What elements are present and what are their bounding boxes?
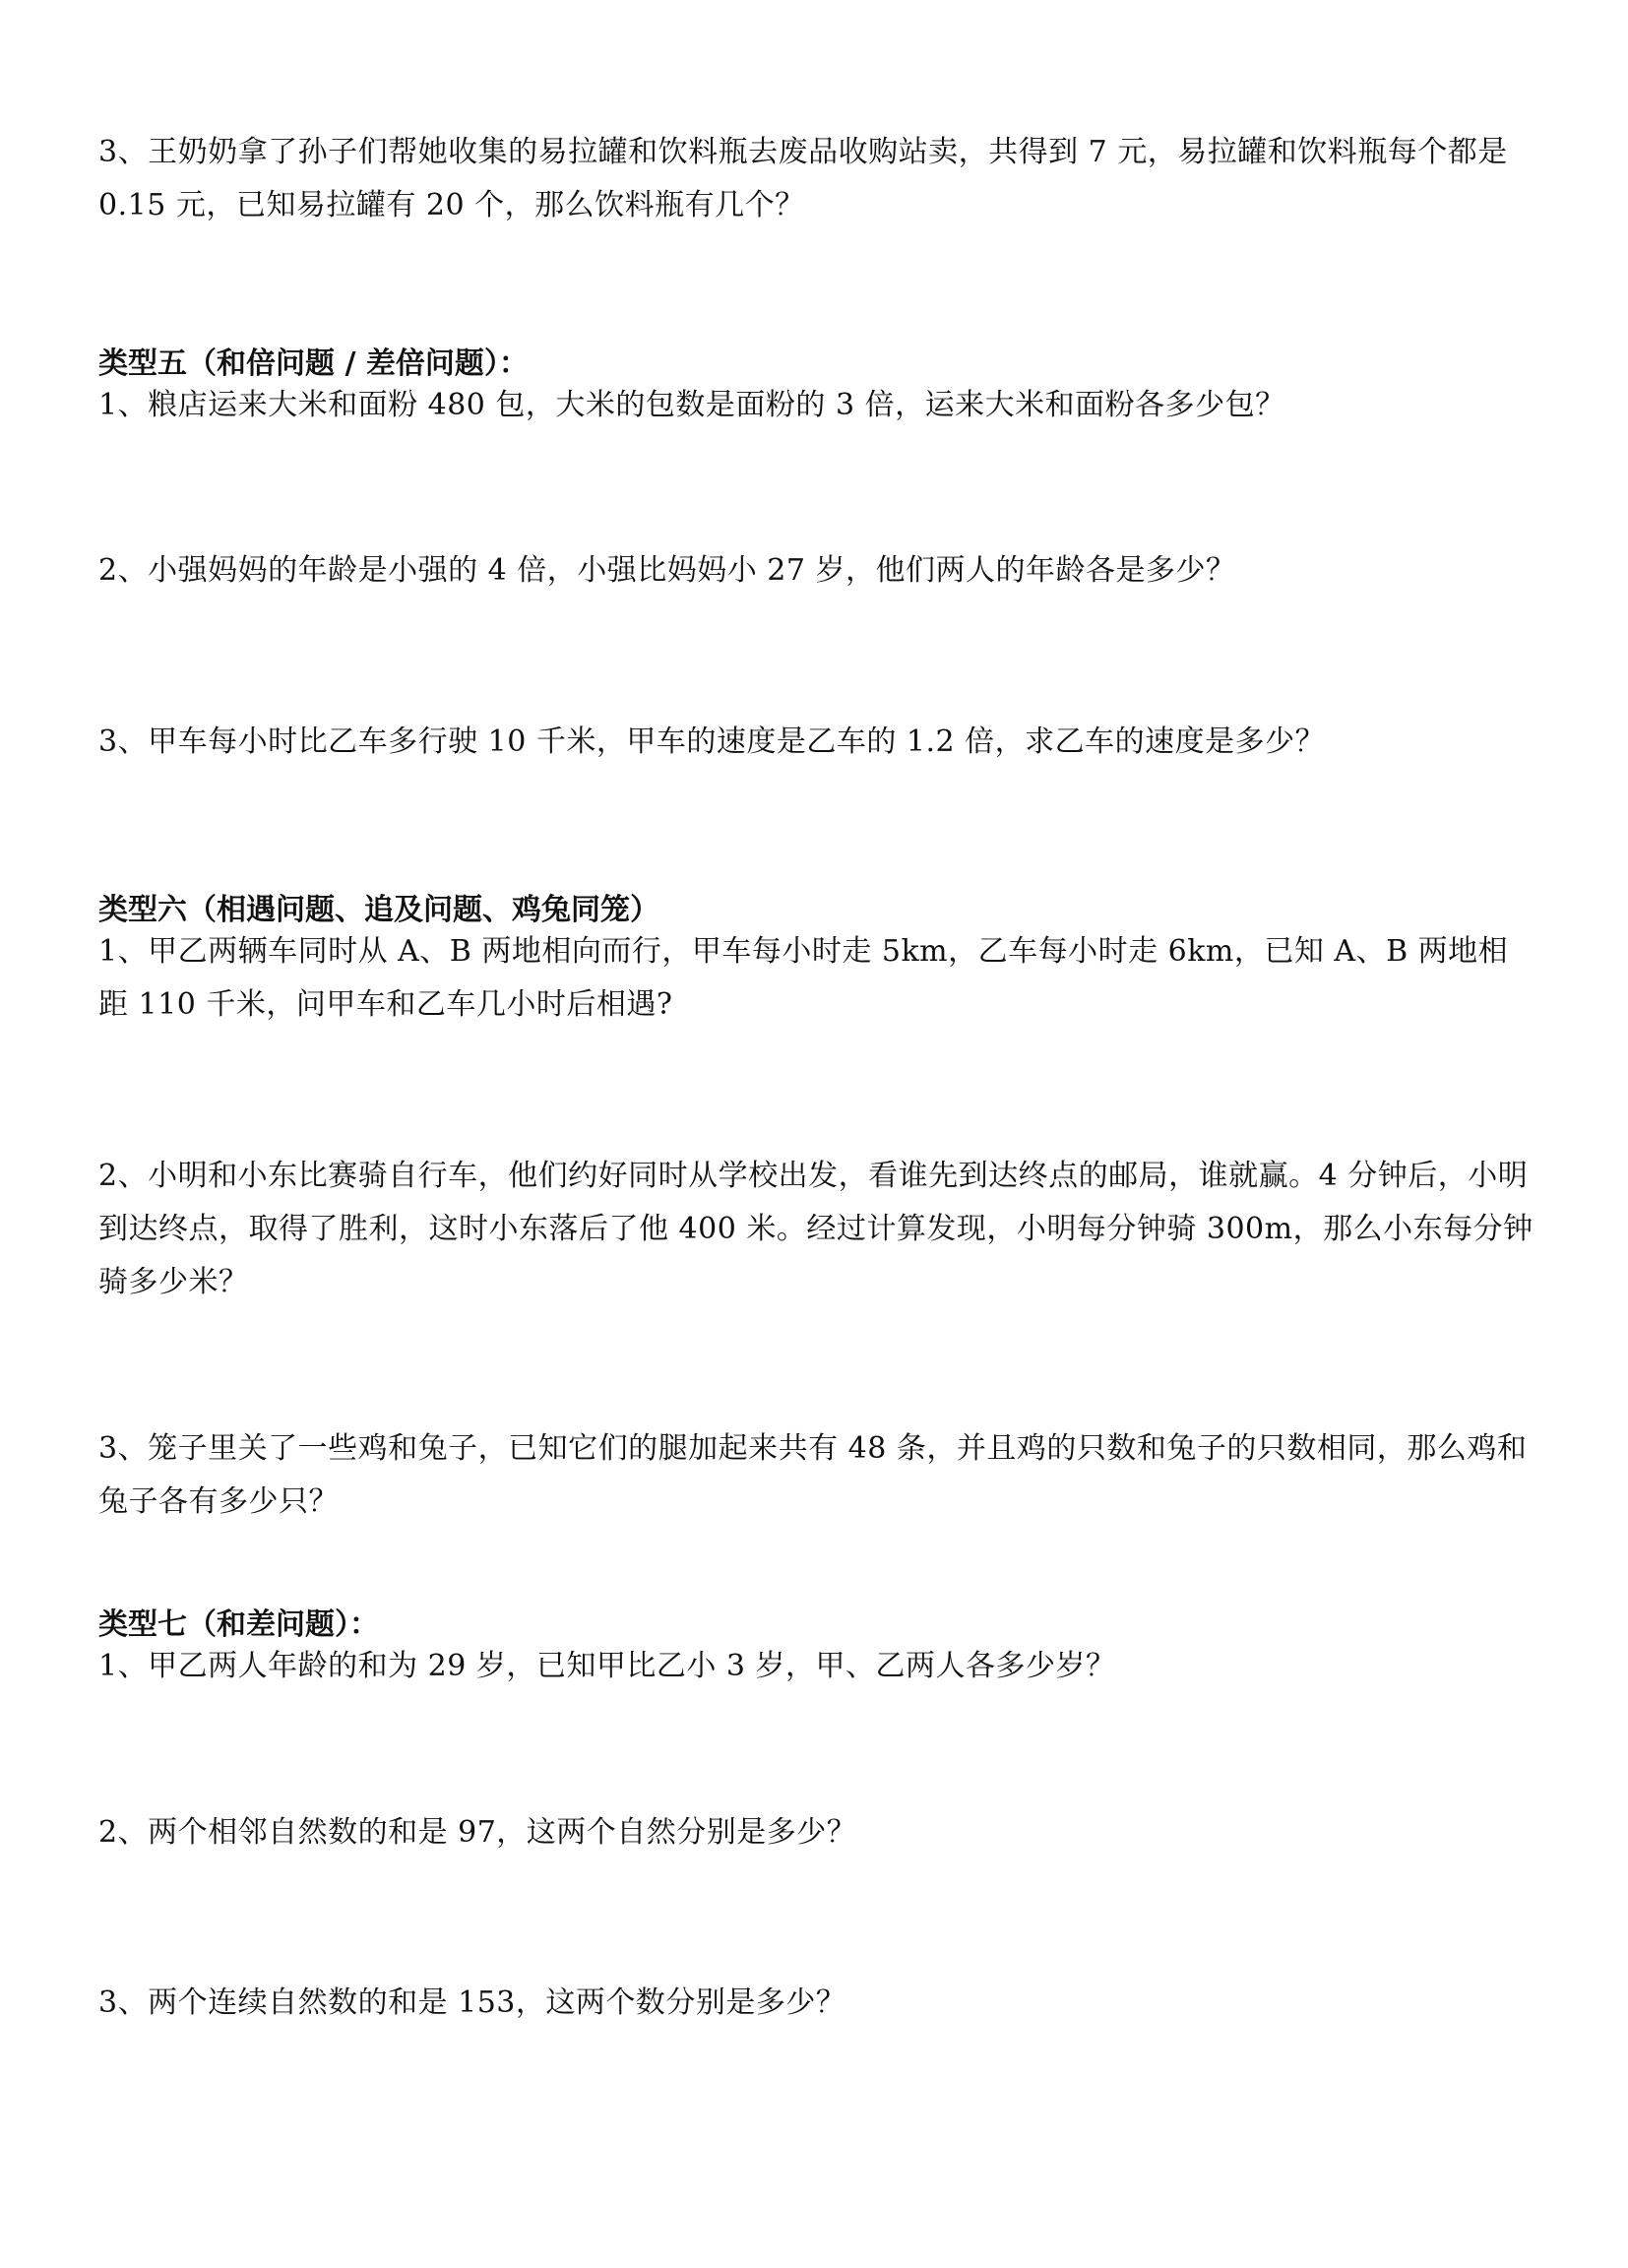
question-text: 3、两个连续自然数的和是 153，这两个数分别是多少？ xyxy=(98,1985,846,2020)
section-6-heading xyxy=(98,891,1535,930)
section-heading: 类型七（和差问题）： xyxy=(98,1607,379,1642)
question-text: 2、两个相邻自然数的和是 97，这两个自然分别是多少？ xyxy=(98,1815,857,1850)
question-7-2 xyxy=(98,1806,1535,1859)
question-text: 3、甲车每小时比乙车多行驶 10 千米，甲车的速度是乙车的 1.2 倍，求乙车的速度是多少？ xyxy=(98,724,1326,759)
question-text: 3、王奶奶拿了孙子们帮她收集的易拉罐和饮料瓶去废品收购站卖，共得到 7 元，易拉罐和饮料瓶每个都是 0.15 元，已知易拉罐有 20 个，那么饮料瓶有几个？ xyxy=(98,135,1508,222)
question-6-2 xyxy=(98,1150,1535,1309)
question-text: 2、小明和小东比赛骑自行车，他们约好同时从学校出发，看谁先到达终点的邮局，谁就赢。4 分钟后，小明到达终点，取得了胜利，这时小东落后了他 400 米。经过计算发现，小明每分钟骑 300m，那么小东每分钟骑多少米？ xyxy=(98,1159,1534,1299)
section-5-heading xyxy=(98,345,1535,384)
section-heading: 类型五（和倍问题 / 差倍问题）： xyxy=(98,346,529,381)
question-7-3 xyxy=(98,1977,1535,2030)
question-5-3 xyxy=(98,716,1535,769)
question-6-1 xyxy=(98,925,1535,1032)
question-text: 1、甲乙两辆车同时从 A、B 两地相向而行，甲车每小时走 5km，乙车每小时走 6km，已知 A、B 两地相距 110 千米，问甲车和乙车几小时后相遇? xyxy=(98,934,1509,1022)
question-7-1 xyxy=(98,1640,1535,1693)
question-5-2 xyxy=(98,544,1535,598)
section-7-heading xyxy=(98,1606,1535,1645)
question-text: 2、小强妈妈的年龄是小强的 4 倍，小强比妈妈小 27 岁，他们两人的年龄各是多少？ xyxy=(98,553,1236,588)
question-text: 3、笼子里关了一些鸡和兔子，已知它们的腿加起来共有 48 条，并且鸡的只数和兔子的只数相同，那么鸡和兔子各有多少只？ xyxy=(98,1431,1528,1519)
question-6-3 xyxy=(98,1422,1535,1529)
question-text: 1、甲乙两人年龄的和为 29 岁，已知甲比乙小 3 岁，甲、乙两人各多少岁？ xyxy=(98,1649,1116,1683)
question-4-3 xyxy=(98,126,1535,232)
question-5-1 xyxy=(98,379,1535,432)
section-heading: 类型六（相遇问题、追及问题、鸡兔同笼） xyxy=(98,893,659,927)
question-text: 1、粮店运来大米和面粉 480 包，大米的包数是面粉的 3 倍，运来大米和面粉各多少包？ xyxy=(98,388,1285,422)
